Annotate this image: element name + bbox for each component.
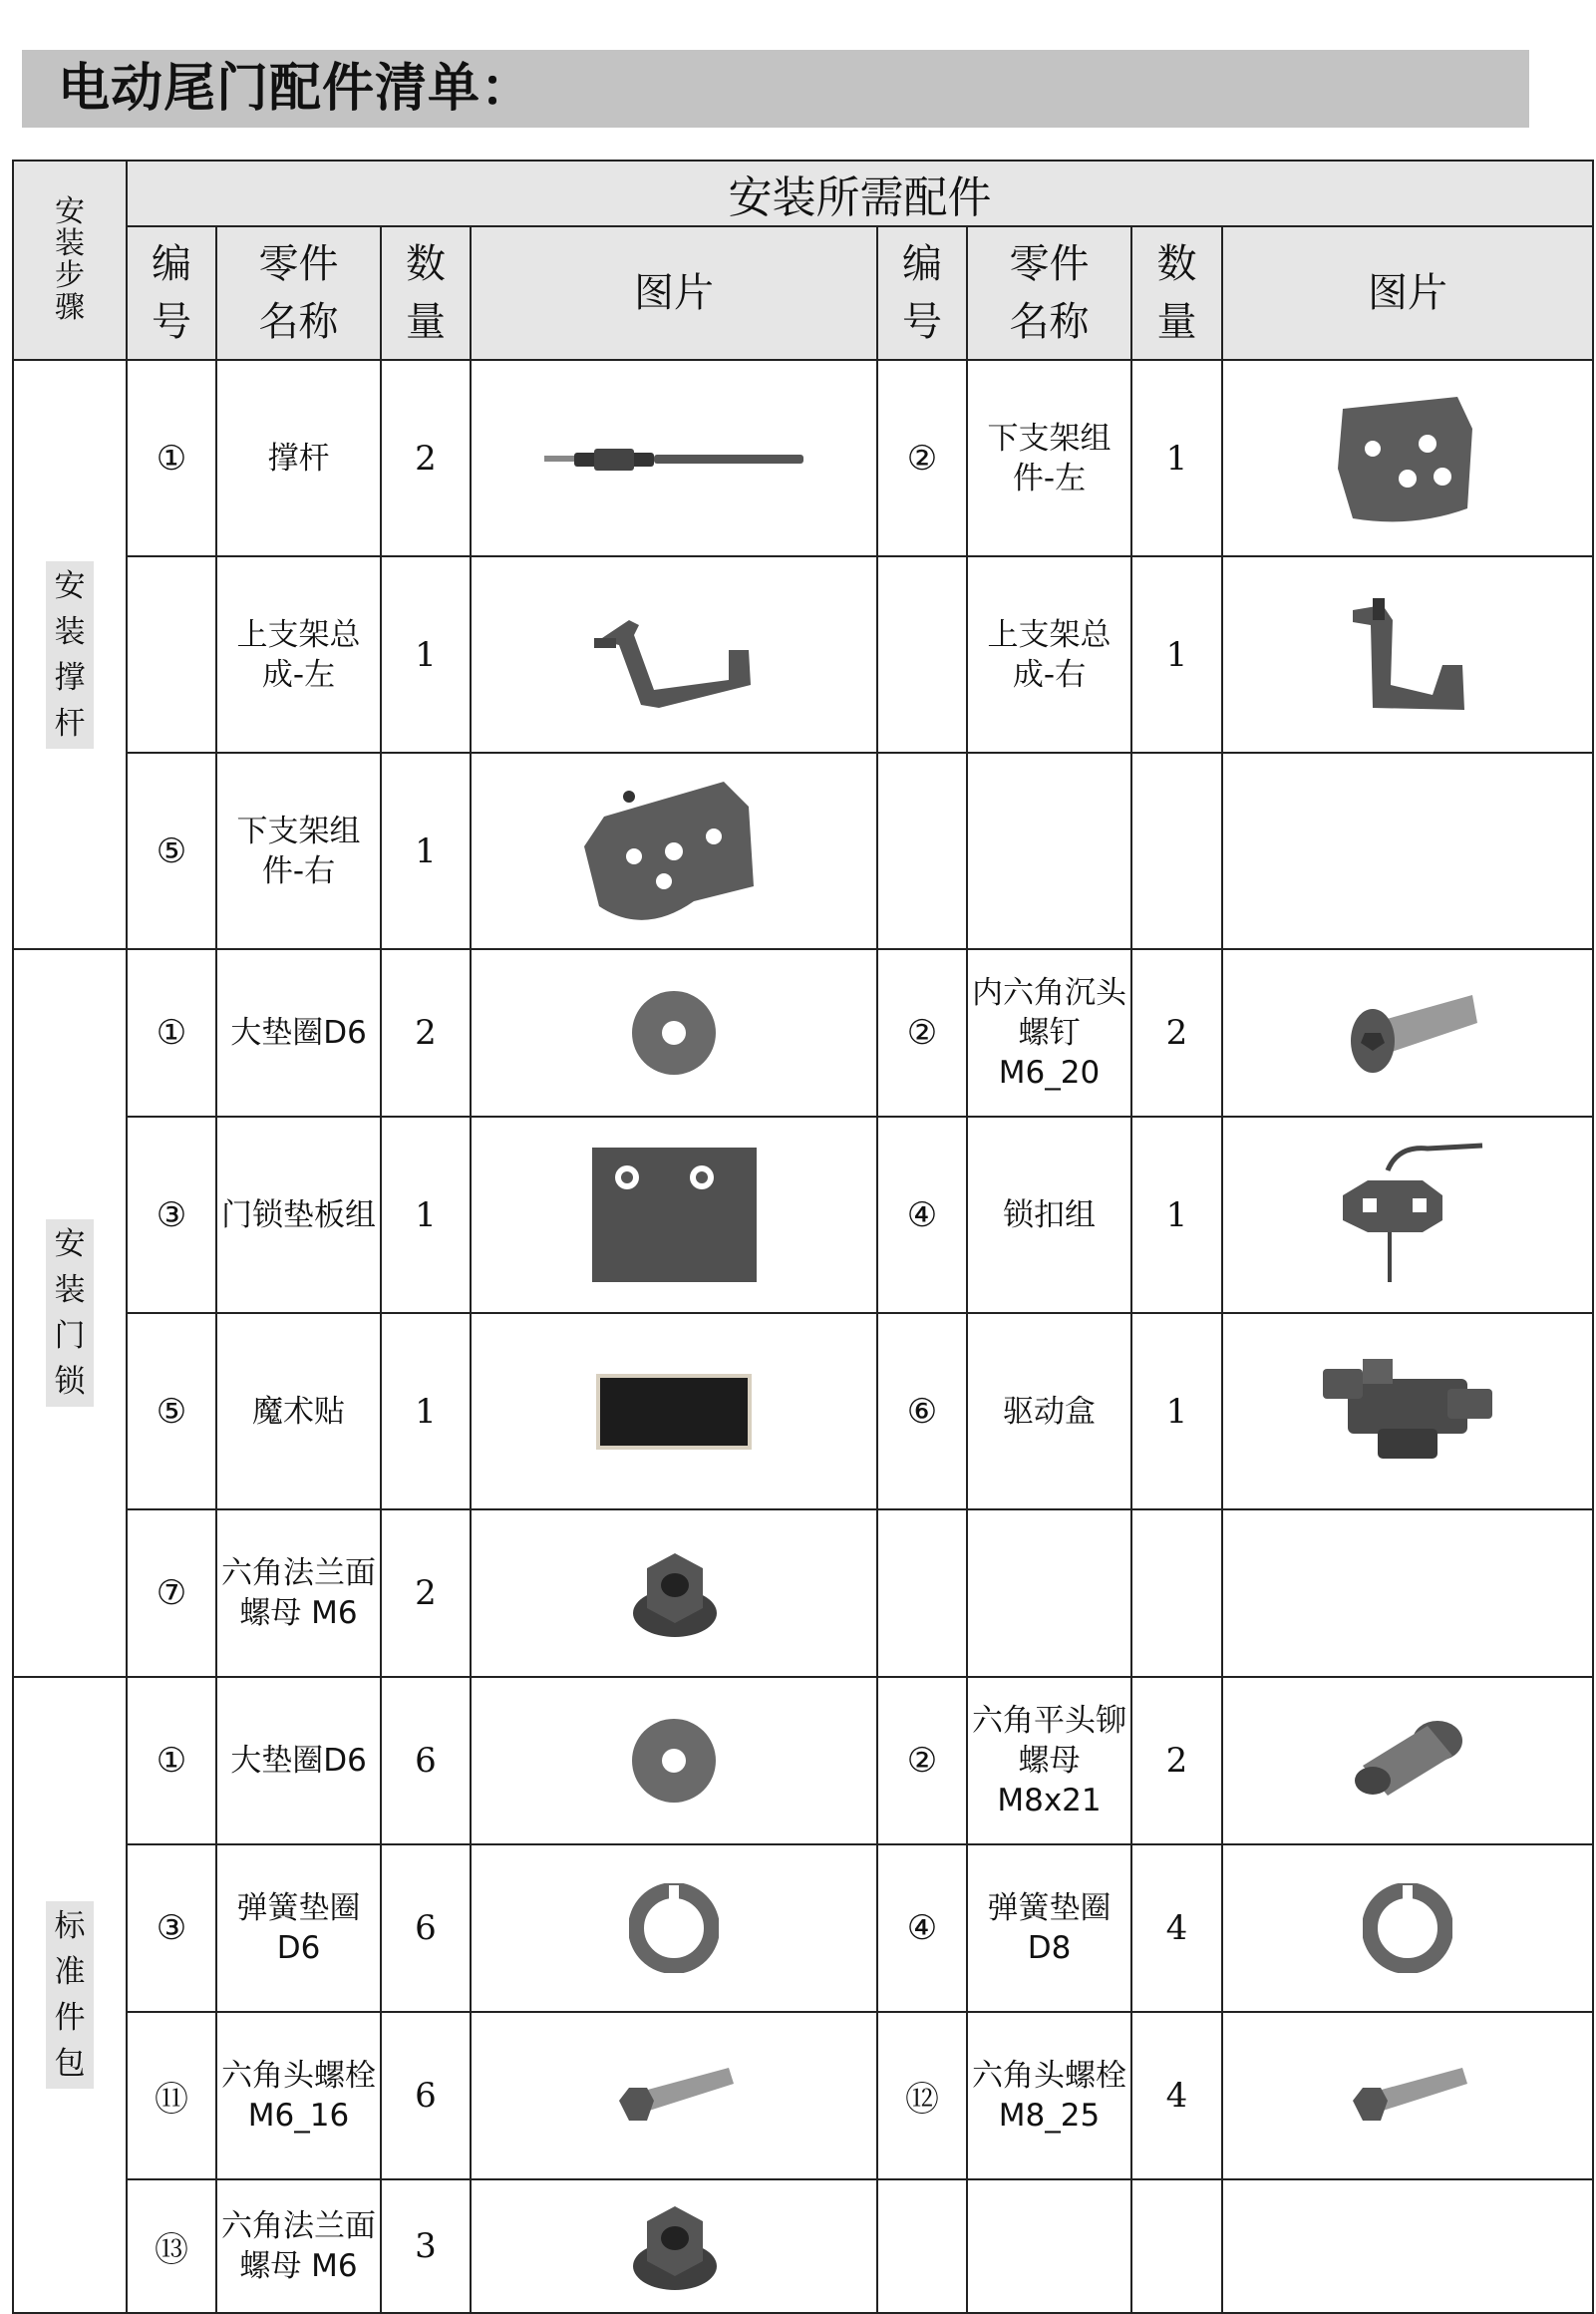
header-no-right: 编号 bbox=[877, 226, 967, 360]
part-name: 大垫圈D6 bbox=[216, 1677, 381, 1844]
large-washer-icon bbox=[629, 988, 719, 1078]
table-row bbox=[13, 2012, 1593, 2179]
part-qty: 1 bbox=[381, 1313, 471, 1509]
part-no: ① bbox=[127, 949, 216, 1117]
header-step bbox=[13, 161, 127, 360]
part-name: 上支架总成-右 bbox=[967, 556, 1131, 753]
table-row bbox=[13, 2179, 1593, 2313]
table-row bbox=[13, 1677, 1593, 1844]
part-picture bbox=[471, 2179, 877, 2313]
part-picture bbox=[471, 2012, 877, 2179]
part-picture bbox=[471, 1844, 877, 2012]
latch-striker-icon bbox=[1328, 1141, 1487, 1290]
lower-bracket-left-icon bbox=[1333, 389, 1482, 528]
upper-bracket-left-icon bbox=[579, 600, 769, 710]
part-qty: 1 bbox=[381, 1117, 471, 1313]
part-picture bbox=[1222, 360, 1593, 556]
step-cell bbox=[13, 1677, 127, 2313]
lower-bracket-right-icon bbox=[574, 767, 774, 936]
part-qty: 4 bbox=[1131, 1844, 1222, 2012]
part-name: 下支架组件-左 bbox=[967, 360, 1131, 556]
part-name: 门锁垫板组 bbox=[216, 1117, 381, 1313]
empty-cell bbox=[1131, 1509, 1222, 1677]
part-no: ⑤ bbox=[127, 1313, 216, 1509]
part-picture bbox=[471, 1509, 877, 1677]
part-picture bbox=[1222, 1677, 1593, 1844]
empty-cell bbox=[1222, 2179, 1593, 2313]
header-pic-left: 图片 bbox=[471, 226, 877, 360]
part-picture bbox=[471, 556, 877, 753]
part-no: ① bbox=[127, 360, 216, 556]
table-row bbox=[13, 753, 1593, 949]
header-qty-right: 数量 bbox=[1131, 226, 1222, 360]
part-name: 上支架总成-左 bbox=[216, 556, 381, 753]
part-name: 弹簧垫圈 D6 bbox=[216, 1844, 381, 2012]
part-no: ⑦ bbox=[127, 1509, 216, 1677]
part-qty: 1 bbox=[381, 556, 471, 753]
step-label: 标准件包 bbox=[46, 1901, 94, 2089]
part-qty: 6 bbox=[381, 1677, 471, 1844]
empty-cell bbox=[1131, 753, 1222, 949]
part-no: ② bbox=[877, 949, 967, 1117]
part-picture bbox=[471, 1117, 877, 1313]
table-row bbox=[13, 1313, 1593, 1509]
table-row bbox=[13, 949, 1593, 1117]
part-name: 下支架组件-右 bbox=[216, 753, 381, 949]
large-washer-icon bbox=[629, 1716, 719, 1806]
part-name: 撑杆 bbox=[216, 360, 381, 556]
part-qty: 6 bbox=[381, 1844, 471, 2012]
part-no: ⑪ bbox=[127, 2012, 216, 2179]
part-name: 弹簧垫圈 D8 bbox=[967, 1844, 1131, 2012]
part-qty: 1 bbox=[381, 753, 471, 949]
empty-cell bbox=[877, 753, 967, 949]
part-name: 六角头螺栓M8_25 bbox=[967, 2012, 1131, 2179]
header-step-label: 安装步骤 bbox=[55, 194, 85, 325]
upper-bracket-right-icon bbox=[1333, 590, 1482, 720]
part-qty: 4 bbox=[1131, 2012, 1222, 2179]
part-name: 内六角沉头螺钉M6_20 bbox=[967, 949, 1131, 1117]
part-qty: 6 bbox=[381, 2012, 471, 2179]
part-qty: 2 bbox=[1131, 949, 1222, 1117]
step-label: 安装撑杆 bbox=[46, 561, 94, 749]
header-qty-left: 数量 bbox=[381, 226, 471, 360]
step-cell bbox=[13, 360, 127, 949]
table-row bbox=[13, 1509, 1593, 1677]
header-parts: 安装所需配件 bbox=[127, 161, 1593, 226]
part-picture bbox=[471, 753, 877, 949]
header-name-left: 零件名称 bbox=[216, 226, 381, 360]
empty-cell bbox=[967, 1509, 1131, 1677]
part-qty: 2 bbox=[381, 1509, 471, 1677]
part-no: ② bbox=[877, 360, 967, 556]
lock-plate-icon bbox=[587, 1143, 762, 1287]
part-no: ⑥ bbox=[877, 1313, 967, 1509]
part-qty: 1 bbox=[1131, 1313, 1222, 1509]
part-picture bbox=[1222, 556, 1593, 753]
part-name: 魔术贴 bbox=[216, 1313, 381, 1509]
header-name-right: 零件名称 bbox=[967, 226, 1131, 360]
part-picture bbox=[1222, 1313, 1593, 1509]
part-no: ① bbox=[127, 1677, 216, 1844]
part-qty: 2 bbox=[381, 360, 471, 556]
part-no: ⑤ bbox=[127, 753, 216, 949]
part-name: 六角头螺栓M6_16 bbox=[216, 2012, 381, 2179]
hex-flange-nut-icon bbox=[627, 1543, 722, 1643]
part-picture bbox=[1222, 2012, 1593, 2179]
part-no: ③ bbox=[127, 1844, 216, 2012]
countersunk-screw-icon bbox=[1333, 983, 1482, 1083]
spring-washer-icon bbox=[1363, 1883, 1452, 1973]
drive-box-icon bbox=[1318, 1349, 1497, 1474]
part-qty: 1 bbox=[1131, 1117, 1222, 1313]
empty-cell bbox=[967, 2179, 1131, 2313]
hex-bolt-icon bbox=[609, 2056, 739, 2136]
part-no: ④ bbox=[877, 1844, 967, 2012]
part-qty: 3 bbox=[381, 2179, 471, 2313]
part-no: ⑬ bbox=[127, 2179, 216, 2313]
velcro-strip-icon bbox=[594, 1372, 754, 1452]
empty-cell bbox=[877, 1509, 967, 1677]
part-no: ④ bbox=[877, 1117, 967, 1313]
part-no: ② bbox=[877, 1677, 967, 1844]
part-picture bbox=[471, 360, 877, 556]
header-no-left: 编号 bbox=[127, 226, 216, 360]
part-no: ③ bbox=[127, 1117, 216, 1313]
table-row bbox=[13, 556, 1593, 753]
empty-cell bbox=[967, 753, 1131, 949]
part-picture bbox=[1222, 1117, 1593, 1313]
part-name: 六角法兰面螺母 M6 bbox=[216, 2179, 381, 2313]
table-row bbox=[13, 1117, 1593, 1313]
empty-cell bbox=[1222, 753, 1593, 949]
spring-washer-icon bbox=[629, 1883, 719, 1973]
empty-cell bbox=[1222, 1509, 1593, 1677]
part-picture bbox=[471, 949, 877, 1117]
part-name: 六角平头铆螺母M8x21 bbox=[967, 1677, 1131, 1844]
empty-cell bbox=[877, 2179, 967, 2313]
part-picture bbox=[471, 1677, 877, 1844]
part-no bbox=[127, 556, 216, 753]
part-picture bbox=[1222, 949, 1593, 1117]
part-no: ⑫ bbox=[877, 2012, 967, 2179]
part-qty: 2 bbox=[381, 949, 471, 1117]
header-pic-right: 图片 bbox=[1222, 226, 1593, 360]
part-name: 驱动盒 bbox=[967, 1313, 1131, 1509]
step-label: 安装门锁 bbox=[46, 1219, 94, 1407]
part-picture bbox=[471, 1313, 877, 1509]
parts-table bbox=[12, 160, 1594, 2314]
part-qty: 1 bbox=[1131, 556, 1222, 753]
part-qty: 1 bbox=[1131, 360, 1222, 556]
part-qty: 2 bbox=[1131, 1677, 1222, 1844]
hex-flange-nut-icon bbox=[627, 2196, 722, 2296]
table-row bbox=[13, 360, 1593, 556]
part-name: 锁扣组 bbox=[967, 1117, 1131, 1313]
strut-rod-icon bbox=[534, 439, 813, 479]
page-title: 电动尾门配件清单： bbox=[58, 59, 534, 119]
part-name: 六角法兰面螺母 M6 bbox=[216, 1509, 381, 1677]
part-no bbox=[877, 556, 967, 753]
hex-bolt-icon bbox=[1343, 2056, 1472, 2136]
title-bar bbox=[22, 50, 1529, 128]
table-row bbox=[13, 1844, 1593, 2012]
part-name: 大垫圈D6 bbox=[216, 949, 381, 1117]
step-cell bbox=[13, 949, 127, 1677]
part-picture bbox=[1222, 1844, 1593, 2012]
empty-cell bbox=[1131, 2179, 1222, 2313]
rivet-nut-icon bbox=[1343, 1711, 1472, 1811]
